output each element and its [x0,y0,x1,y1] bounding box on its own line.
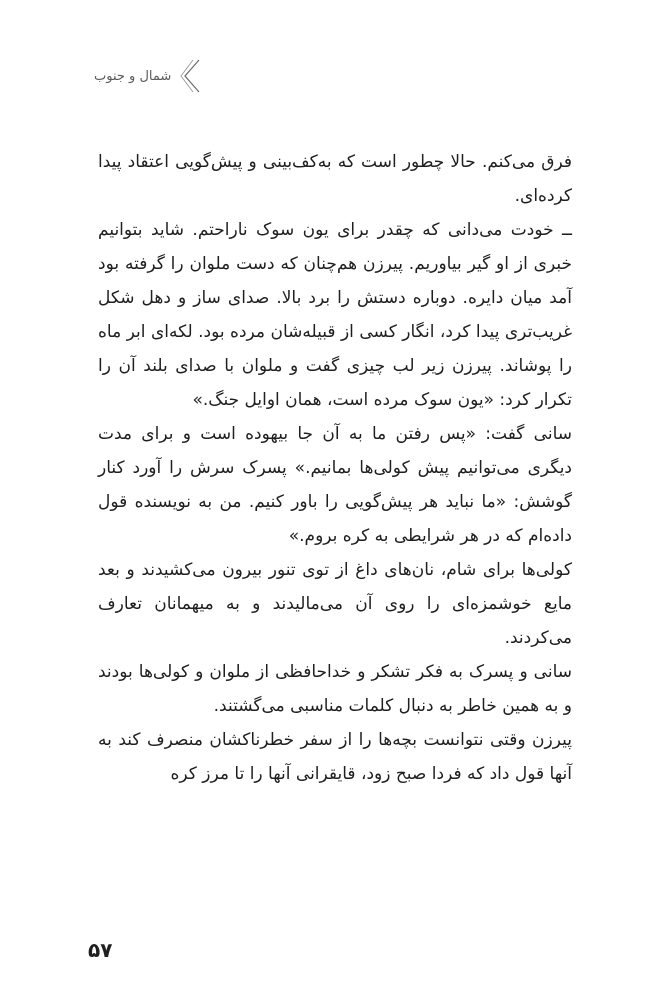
paragraph: فرق می‌کنم. حالا چطور است که به‌کف‌بینی و پیش‌گویی اعتقاد پیدا کرده‌ای. [98,152,572,206]
running-header-title: شمال و جنوب [94,68,172,84]
page-number: ۵۷ [88,938,113,962]
body-text [98,145,572,791]
paragraph: ــ خودت می‌دانی که چقدر برای یون سوک ناراحتم. شاید بتوانیم خبری از او گیر بیاوریم. پیرزن هم‌چنان که دست ملوان را گرفته بود آمد میان دایره. دوباره دستش را برد بالا. صدای ساز و دهل شکل غریب‌تری پیدا کرد، انگار کسی از قبیله‌شان مرده بود. لکه‌ای ابر ماه را پوشاند. پیرزن زیر لب چیزی گفت و ملوان با صدای بلند آن را تکرار کرد: «یون سوک مرده است، همان اوایل جنگ.» [98,220,572,410]
page-corner-chevron-icon [179,58,201,94]
paragraph: کولی‌ها برای شام، نان‌های داغ از توی تنور بیرون می‌کشیدند و بعد مایع خوشمزه‌ای را روی آن می‌مالیدند و به میهمانان تعارف می‌کردند. [98,560,572,648]
running-header [94,58,201,94]
paragraph: پیرزن وقتی نتوانست بچه‌ها را از سفر خطرناکشان منصرف کند به آنها قول داد که فردا صبح زود، قایقرانی آنها را تا مرز کره [98,730,572,784]
paragraph: سانی گفت: «پس رفتن ما به آن جا بیهوده است و برای مدت دیگری می‌توانیم پیش کولی‌ها بمانیم.» پسرک سرش را آورد کنار گوشش: «ما نباید هر پیش‌گویی را باور کنیم. من به نویسنده قول داده‌ام که در هر شرایطی به کره بروم.» [98,424,572,546]
paragraph: سانی و پسرک به فکر تشکر و خداحافظی از ملوان و کولی‌ها بودند و به همین خاطر به دنبال کلمات مناسبی می‌گشتند. [98,662,572,716]
